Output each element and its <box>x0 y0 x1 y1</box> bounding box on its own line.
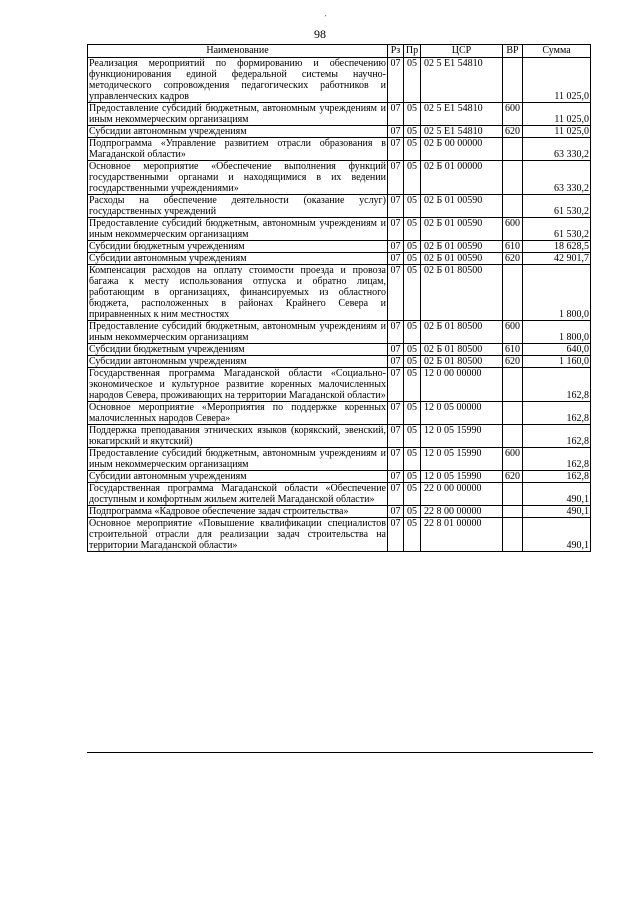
cell-name: Субсидии автономным учреждениям <box>88 471 388 483</box>
cell-csr: 22 8 01 00000 <box>421 518 503 552</box>
cell-sum: 490,1 <box>523 506 591 518</box>
budget-table <box>87 44 591 552</box>
cell-rz: 07 <box>388 356 404 368</box>
cell-sum: 11 025,0 <box>523 58 591 103</box>
table-row <box>88 344 591 356</box>
cell-rz: 07 <box>388 58 404 103</box>
table-row <box>88 195 591 218</box>
cell-vr <box>503 425 523 448</box>
page-number: 98 <box>314 27 326 41</box>
cell-csr: 22 8 00 00000 <box>421 506 503 518</box>
cell-rz: 07 <box>388 321 404 344</box>
cell-name: Государственная программа Магаданской области «Обеспечение доступным и комфортным жильем жителей Магаданской области» <box>89 483 386 505</box>
table-row <box>88 356 591 368</box>
header-csr: ЦСР <box>421 45 503 58</box>
cell-pr: 05 <box>404 161 421 195</box>
cell-sum: 1 800,0 <box>523 265 591 321</box>
cell-vr <box>503 483 523 506</box>
cell-pr: 05 <box>404 471 421 483</box>
table-row <box>88 402 591 425</box>
cell-name: Государственная программа Магаданской области «Социально-экономическое и культурное развитие коренных малочисленных народов Севера, проживающих на территории Магаданской области» <box>89 368 386 401</box>
cell-pr: 05 <box>404 321 421 344</box>
table-row <box>88 448 591 471</box>
table-body <box>88 58 591 552</box>
cell-sum: 162,8 <box>523 425 591 448</box>
cell-pr: 05 <box>404 103 421 126</box>
cell-pr: 05 <box>404 425 421 448</box>
cell-csr: 22 0 00 00000 <box>421 483 503 506</box>
table-row <box>88 218 591 241</box>
cell-pr: 05 <box>404 402 421 425</box>
cell-pr: 05 <box>404 218 421 241</box>
cell-name: Поддержка преподавания этнических языков (корякский, эвенский, юкагирский и якутский) <box>89 425 386 447</box>
cell-csr: 02 Б 01 80500 <box>421 321 503 344</box>
cell-rz: 07 <box>388 103 404 126</box>
cell-vr: 610 <box>503 344 523 356</box>
cell-sum: 11 025,0 <box>523 103 591 126</box>
cell-sum: 162,8 <box>523 368 591 402</box>
cell-rz: 07 <box>388 471 404 483</box>
cell-sum: 162,8 <box>523 448 591 471</box>
scan-mark: ˊ <box>324 14 327 23</box>
cell-rz: 07 <box>388 425 404 448</box>
cell-name: Основное мероприятие «Обеспечение выполнения функций государственными органами и находящимися в их ведении государственными учреждениями» <box>89 161 386 194</box>
cell-pr: 05 <box>404 356 421 368</box>
cell-rz: 07 <box>388 344 404 356</box>
cell-pr: 05 <box>404 506 421 518</box>
cell-vr <box>503 161 523 195</box>
cell-rz: 07 <box>388 195 404 218</box>
cell-sum: 61 530,2 <box>523 218 591 241</box>
cell-pr: 05 <box>404 253 421 265</box>
cell-csr: 02 5 Е1 54810 <box>421 103 503 126</box>
cell-rz: 07 <box>388 161 404 195</box>
cell-csr: 02 5 Е1 54810 <box>421 126 503 138</box>
cell-name: Расходы на обеспечение деятельности (оказание услуг) государственных учреждений <box>89 195 386 217</box>
cell-sum: 63 330,2 <box>523 161 591 195</box>
cell-csr: 02 Б 01 80500 <box>421 356 503 368</box>
cell-pr: 05 <box>404 344 421 356</box>
cell-csr: 02 Б 00 00000 <box>421 138 503 161</box>
cell-csr: 02 Б 01 00590 <box>421 195 503 218</box>
cell-vr: 610 <box>503 241 523 253</box>
cell-csr: 02 Б 01 00590 <box>421 241 503 253</box>
cell-sum: 162,8 <box>523 402 591 425</box>
cell-name: Предоставление субсидий бюджетным, автономным учреждениям и иным некоммерческим организациям <box>89 448 386 470</box>
cell-pr: 05 <box>404 138 421 161</box>
cell-csr: 02 Б 01 00000 <box>421 161 503 195</box>
cell-vr <box>503 265 523 321</box>
table-row <box>88 506 591 518</box>
header-name: Наименование <box>88 45 388 58</box>
cell-rz: 07 <box>388 241 404 253</box>
cell-pr: 05 <box>404 368 421 402</box>
table-row <box>88 321 591 344</box>
cell-vr: 620 <box>503 356 523 368</box>
table-row <box>88 483 591 506</box>
cell-rz: 07 <box>388 448 404 471</box>
cell-vr <box>503 506 523 518</box>
cell-rz: 07 <box>388 518 404 552</box>
table-row <box>88 471 591 483</box>
cell-sum: 1 160,0 <box>523 356 591 368</box>
cell-rz: 07 <box>388 483 404 506</box>
cell-name: Субсидии бюджетным учреждениям <box>88 344 388 356</box>
cell-pr: 05 <box>404 483 421 506</box>
cell-sum: 61 530,2 <box>523 195 591 218</box>
cell-vr: 620 <box>503 126 523 138</box>
cell-name: Подпрограмма «Кадровое обеспечение задач строительства» <box>88 506 388 518</box>
cell-rz: 07 <box>388 126 404 138</box>
cell-pr: 05 <box>404 195 421 218</box>
cell-name: Субсидии автономным учреждениям <box>88 253 388 265</box>
table-row <box>88 241 591 253</box>
table-row <box>88 103 591 126</box>
table-row <box>88 138 591 161</box>
table-row <box>88 425 591 448</box>
cell-rz: 07 <box>388 138 404 161</box>
table-row <box>88 368 591 402</box>
cell-sum: 11 025,0 <box>523 126 591 138</box>
cell-sum: 42 901,7 <box>523 253 591 265</box>
cell-vr <box>503 518 523 552</box>
cell-name: Компенсация расходов на оплату стоимости проезда и провоза багажа к месту использования отпуска и обратно лицам, работающим в организациях, финансируемых из областного бюджета, расположенных в районах Крайнего Севера и приравненных к ним местностях <box>89 265 386 320</box>
cell-vr <box>503 58 523 103</box>
cell-vr: 620 <box>503 471 523 483</box>
cell-pr: 05 <box>404 126 421 138</box>
table-row <box>88 253 591 265</box>
header-pr: Пр <box>404 45 421 58</box>
cell-name: Основное мероприятие «Мероприятия по поддержке коренных малочисленных народов Севера» <box>89 402 386 424</box>
cell-sum: 18 628,5 <box>523 241 591 253</box>
cell-csr: 12 0 00 00000 <box>421 368 503 402</box>
cell-csr: 02 Б 01 80500 <box>421 344 503 356</box>
header-vr: ВР <box>503 45 523 58</box>
cell-csr: 02 5 Е1 54810 <box>421 58 503 103</box>
table-row <box>88 265 591 321</box>
cell-csr: 12 0 05 15990 <box>421 425 503 448</box>
cell-vr: 600 <box>503 448 523 471</box>
cell-name: Субсидии автономным учреждениям <box>88 356 388 368</box>
cell-name: Реализация мероприятий по формированию и обеспечению функционирования единой федеральной системы научно-методического сопровождения педагогических работников и управленческих кадров <box>89 58 386 102</box>
cell-vr: 620 <box>503 253 523 265</box>
cell-sum: 490,1 <box>523 483 591 506</box>
cell-vr <box>503 195 523 218</box>
cell-vr <box>503 138 523 161</box>
cell-pr: 05 <box>404 241 421 253</box>
cell-sum: 162,8 <box>523 471 591 483</box>
cell-rz: 07 <box>388 506 404 518</box>
cell-pr: 05 <box>404 265 421 321</box>
cell-sum: 640,0 <box>523 344 591 356</box>
cell-pr: 05 <box>404 58 421 103</box>
cell-vr: 600 <box>503 218 523 241</box>
cell-vr <box>503 402 523 425</box>
cell-name: Подпрограмма «Управление развитием отрасли образования в Магаданской области» <box>89 138 386 160</box>
bottom-divider <box>87 752 593 753</box>
cell-rz: 07 <box>388 253 404 265</box>
table-header-row <box>88 45 591 58</box>
cell-vr: 600 <box>503 321 523 344</box>
cell-sum: 63 330,2 <box>523 138 591 161</box>
cell-csr: 12 0 05 15990 <box>421 471 503 483</box>
header-sum: Сумма <box>523 45 591 58</box>
header-rz: Рз <box>388 45 404 58</box>
cell-rz: 07 <box>388 368 404 402</box>
cell-vr <box>503 368 523 402</box>
cell-pr: 05 <box>404 518 421 552</box>
cell-sum: 490,1 <box>523 518 591 552</box>
cell-pr: 05 <box>404 448 421 471</box>
cell-name: Субсидии автономным учреждениям <box>88 126 388 138</box>
cell-rz: 07 <box>388 218 404 241</box>
cell-csr: 02 Б 01 80500 <box>421 265 503 321</box>
cell-sum: 1 800,0 <box>523 321 591 344</box>
cell-csr: 12 0 05 15990 <box>421 448 503 471</box>
cell-rz: 07 <box>388 265 404 321</box>
table-row <box>88 58 591 103</box>
cell-vr: 600 <box>503 103 523 126</box>
table-row <box>88 126 591 138</box>
cell-name: Основное мероприятие «Повышение квалификации специалистов строительной отрасли для реализации задач строительства на территории Магаданской области» <box>89 518 386 551</box>
table-row <box>88 518 591 552</box>
table-row <box>88 161 591 195</box>
cell-rz: 07 <box>388 402 404 425</box>
cell-csr: 12 0 05 00000 <box>421 402 503 425</box>
cell-name: Предоставление субсидий бюджетным, автономным учреждениям и иным некоммерческим организациям <box>89 218 386 240</box>
cell-csr: 02 Б 01 00590 <box>421 218 503 241</box>
cell-csr: 02 Б 01 00590 <box>421 253 503 265</box>
cell-name: Субсидии бюджетным учреждениям <box>88 241 388 253</box>
cell-name: Предоставление субсидий бюджетным, автономным учреждениям и иным некоммерческим организациям <box>89 321 386 343</box>
cell-name: Предоставление субсидий бюджетным, автономным учреждениям и иным некоммерческим организациям <box>89 103 386 125</box>
